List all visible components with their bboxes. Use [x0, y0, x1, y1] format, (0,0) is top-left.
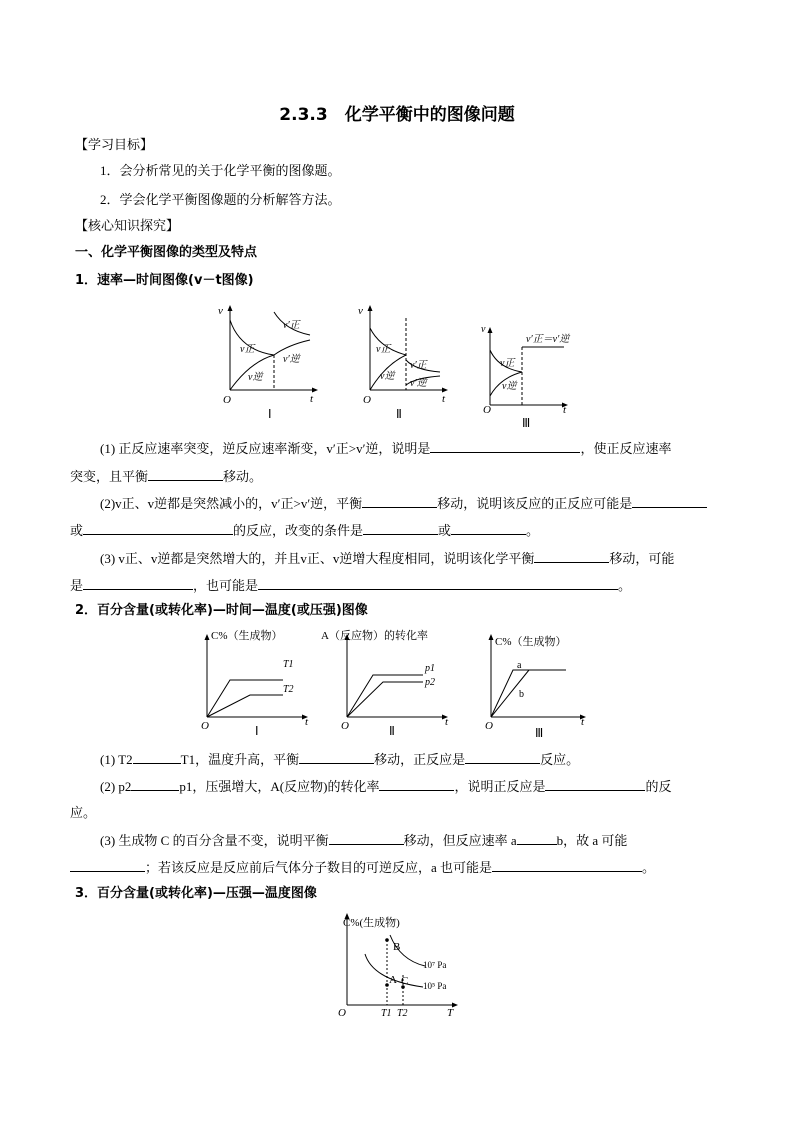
vt2-vneg: v逆 [380, 371, 395, 382]
pt-origin: O [338, 1007, 346, 1019]
section1-heading: 一、化学平衡图像的类型及特点 [75, 245, 258, 260]
blank[interactable] [430, 440, 580, 453]
pt-A: A [389, 974, 397, 986]
blank[interactable] [133, 751, 181, 764]
pct1-T1: T1 [283, 659, 294, 670]
vt1-vpos: v正 [240, 344, 255, 355]
blank[interactable] [148, 468, 223, 481]
page-title: 2.3.3 化学平衡中的图像问题 [279, 105, 515, 125]
pct3-origin: O [485, 720, 493, 732]
vt3-axis-t: t [563, 404, 567, 416]
blank[interactable] [492, 859, 642, 872]
s1-q2-line2: 或 的反应，改变的条件是 或 。 [70, 523, 540, 538]
pct3-ylabel: C%（生成物） [495, 636, 567, 648]
pt-axis-T: T [447, 1007, 454, 1019]
vt-figures [210, 300, 590, 430]
vt1-vpos-p: v′正 [283, 320, 300, 331]
s1-q3-line2: 是 ，也可能是 。 [70, 578, 632, 593]
percent-figures [195, 625, 595, 743]
pt-p7: 10⁷ Pa [423, 960, 447, 970]
blank[interactable] [363, 522, 438, 535]
blank[interactable] [83, 522, 233, 535]
vt3-axis-v: v [481, 324, 486, 335]
pct2-roman: Ⅱ [389, 724, 395, 738]
pct1-axis-t: t [305, 716, 309, 728]
vt2-vneg-p: v′逆 [410, 378, 427, 389]
s1-q2-line1: (2)v正、v逆都是突然减小的，v′正>v′逆，平衡 移动，说明该反应的正反应可能是 [100, 495, 707, 512]
section2-heading: 2．百分含量(或转化率)—时间—温度(或压强)图像 [75, 603, 368, 618]
objectives-heading: 【学习目标】 [75, 137, 154, 152]
s1-q1-line2: 突变，且平衡 移动。 [70, 469, 263, 484]
pct-graph-3 [485, 634, 586, 740]
blank[interactable] [299, 751, 374, 764]
pct-graph-2 [321, 628, 449, 738]
objective-item-1: 1．会分析常见的关于化学平衡的图像题。 [100, 163, 341, 178]
vt1-origin: O [223, 394, 231, 406]
pct2-axis-t: t [445, 716, 449, 728]
pt-C: C [401, 975, 409, 987]
pct-graph-1 [201, 628, 309, 738]
vt2-axis-t: t [442, 393, 446, 405]
pct1-roman: Ⅰ [255, 724, 259, 738]
section1-sub: 1．速率—时间图像(v－t图像) [75, 273, 254, 288]
blank[interactable] [465, 751, 540, 764]
s1-q3-line1: (3) v正、v逆都是突然增大的，并且v正、v逆增大程度相同，说明该化学平衡 移动，可能 [100, 551, 675, 566]
blank[interactable] [83, 577, 193, 590]
pct3-a: a [517, 660, 522, 671]
s2-q1-line: (1) T2 T1，温度升高，平衡 移动，正反应是 反应。 [100, 752, 580, 767]
vt2-vpos-p: v′正 [410, 360, 427, 371]
vt2-axis-v: v [358, 305, 363, 317]
blank[interactable] [131, 778, 179, 791]
vt2-roman: Ⅱ [396, 407, 402, 421]
vt3-roman: Ⅲ [522, 416, 531, 430]
vt3-vpos: v正 [500, 358, 515, 369]
section3-heading: 3．百分含量(或转化率)—压强—温度图像 [75, 886, 317, 901]
pct3-axis-t: t [581, 716, 585, 728]
vt1-vneg-p: v′逆 [283, 354, 300, 365]
blank[interactable] [379, 778, 454, 791]
vt-graph-2 [358, 305, 448, 421]
pct2-p2: p2 [425, 677, 435, 688]
pt-B: B [393, 941, 401, 953]
vt2-vpos: v正 [376, 344, 391, 355]
blank[interactable] [362, 495, 437, 508]
pct1-T2: T2 [283, 684, 294, 695]
vt1-vneg: v逆 [248, 372, 263, 383]
vt3-vneg: v逆 [502, 381, 517, 392]
blank[interactable] [70, 859, 145, 872]
blank[interactable] [534, 550, 609, 563]
pct1-ylabel: C%（生成物） [211, 630, 283, 642]
vt3-origin: O [483, 404, 491, 416]
blank[interactable] [517, 832, 557, 845]
vt3-eq: v′正＝v′逆 [526, 334, 570, 345]
vt1-roman: Ⅰ [268, 407, 272, 421]
vt-graph-3 [481, 324, 571, 430]
vt1-axis-t: t [310, 393, 314, 405]
vt-graph-1 [218, 305, 318, 421]
pct3-b: b [519, 689, 524, 700]
s2-q3-line1: (3) 生成物 C 的百分含量不变，说明平衡 移动，但反应速率 a b，故 a 可能 [100, 833, 628, 848]
blank[interactable] [632, 495, 707, 508]
pct2-ylabel: A（反应物）的转化率 [321, 630, 428, 642]
pt-T2: T2 [397, 1008, 408, 1019]
blank[interactable] [329, 832, 404, 845]
s2-q2-line2: 应。 [70, 805, 97, 820]
blank[interactable] [258, 577, 618, 590]
pt-p5: 10⁵ Pa [423, 981, 447, 991]
pct2-origin: O [341, 720, 349, 732]
s1-q1-line1: (1) 正反应速率突变，逆反应速率渐变，v′正>v′逆，说明是 ，使正反应速率 [100, 441, 672, 456]
core-heading: 【核心知识探究】 [75, 218, 180, 233]
pct1-origin: O [201, 720, 209, 732]
pct2-p1: p1 [425, 663, 435, 674]
blank[interactable] [545, 778, 645, 791]
s2-q3-line2: ；若该反应是反应前后气体分子数目的可逆反应，a 也可能是 。 [70, 859, 655, 876]
objective-item-2: 2．学会化学平衡图像题的分析解答方法。 [100, 192, 341, 207]
pt-ylabel: C%(生成物) [343, 917, 400, 929]
vt2-origin: O [363, 394, 371, 406]
pt-T1: T1 [381, 1008, 392, 1019]
blank[interactable] [451, 522, 526, 535]
vt1-axis-v: v [218, 305, 223, 317]
pct3-roman: Ⅲ [535, 726, 544, 740]
s2-q2-line1: (2) p2 p1，压强增大，A(反应物)的转化率 ，说明正反应是 的反 [100, 779, 672, 794]
pt-figure [335, 910, 465, 1022]
